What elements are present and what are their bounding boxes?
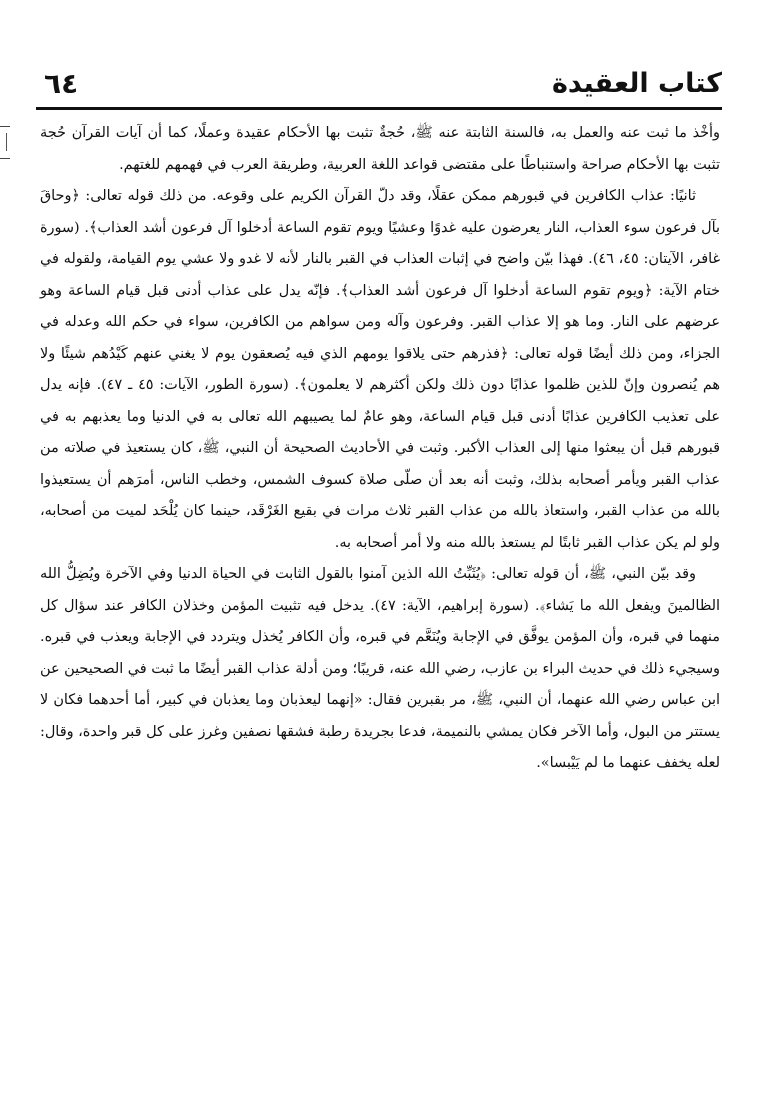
- body-text: [40, 118, 720, 780]
- paragraph-grave-punishment: ثانيًا: عذاب الكافرين في قبورهم ممكن عقلًا، وقد دلّ القرآن الكريم على وقوعه. من ذلك قوله تعالى: ﴿وحاقَ بآل فرعون سوء العذاب، النار يعرضون عليه غدوًا وعشيًا ويوم تقوم الساعة أدخلوا آل فرعون أشد العذاب﴾. (سورة غافر، الآيتان: ٤٥، ٤٦). فهذا بيّن واضح في إثبات العذاب في القبر بالنار لأنه لا غدو ولا عشي يوم القيامة، ولقوله في ختام الآية: ﴿ويوم تقوم الساعة أدخلوا آل فرعون أشد العذاب﴾. فإنّه يدل على عذاب أدنى قبل قيام الساعة وهو عرضهم على النار. وما هو إلا عذاب القبر. وفرعون وآله ومن سواهم من الكافرين، سواء في حكم الله وعدله في الجزاء، ومن ذلك أيضًا قوله تعالى: ﴿فذرهم حتى يلاقوا يومهم الذي فيه يُصعقون يوم لا يغني عنهم كَيْدُهم شيئًا ولا هم يُنصرون وإنّ للذين ظلموا عذابًا دون ذلك ولكن أكثرهم لا يعلمون﴾. (سورة الطور، الآيات: ٤٥ ـ ٤٧). فإنه يدل على تعذيب الكافرين عذابًا أدنى قبل قيام الساعة، وهو عامٌ لما يصيبهم الله تعالى به في الدنيا وما يعذبهم به في قبورهم قبل أن يبعثوا منها إلى العذاب الأكبر. وثبت في الأحاديث الصحيحة أن النبي، ﷺ، كان يستعيذ في صلاته من عذاب القبر ويأمر أصحابه بذلك، وثبت أنه بعد أن صلّى صلاة كسوف الشمس، وخطب الناس، أمرَهم أن يستعيذوا بالله من عذاب القبر، واستعاذ بالله من عذاب القبر ثلاث مرات في بقيع الغَرْقَد، حينما كان يُلْحَد لميت من أصحابه، ولو لم يكن عذاب القبر ثابتًا لم يستعذ بالله منه ولا أمر أصحابه به.: [40, 188, 720, 551]
- paragraph-continuation: وأخْذ ما ثبت عنه والعمل به، فالسنة الثابتة عنه ﷺ، حُجةٌ تثبت بها الأحكام عقيدة وعملًا، كما أن آيات القرآن حُجة تثبت بها الأحكام صراحة واستنباطًا على مقتضى قواعد اللغة العربية، وطريقة العرب في فهمهم للغتهم.: [40, 125, 720, 173]
- book-title: كتاب العقيدة: [551, 68, 722, 99]
- margin-tick-mark: [0, 158, 10, 159]
- page-number: ٦٤: [44, 67, 79, 100]
- margin-tick-mark: [0, 126, 10, 127]
- margin-vertical-mark: [6, 133, 7, 151]
- paragraph-prophet-explanation: وقد بيّن النبي، ﷺ، أن قوله تعالى: ﴿يُثَبِّتُ الله الذين آمنوا بالقول الثابت في الحياة الدنيا وفي الآخرة ويُضِلُّ الله الظالمينَ ويفعل الله ما يَشاء﴾. (سورة إبراهيم، الآية: ٤٧). يدخل فيه تثبيت المؤمن وخذلان الكافر عند سؤال كل منهما في قبره، وأن المؤمن يوفَّق في الإجابة ويُنَعَّم في قبره، وأن الكافر يُخذل ويتردد في الإجابة ويعذب في قبره. وسيجيء ذلك في حديث البراء بن عازب، رضي الله عنه، قريبًا؛ ومن أدلة عذاب القبر أيضًا ما ثبت في الصحيحين عن ابن عباس رضي الله عنهما، أن النبي، ﷺ، مر بقبرين فقال: «إنهما ليعذبان وما يعذبان في كبير، أما أحدهما فكان لا يستتر من البول، وأما الآخر فكان يمشي بالنميمة، فدعا بجريدة رطبة فشقها نصفين وغرز على كل قبر واحدة، وقال: لعله يخفف عنهما ما لم يَيْبسا».: [40, 566, 721, 771]
- page-header: [36, 62, 722, 112]
- header-divider: [36, 107, 722, 110]
